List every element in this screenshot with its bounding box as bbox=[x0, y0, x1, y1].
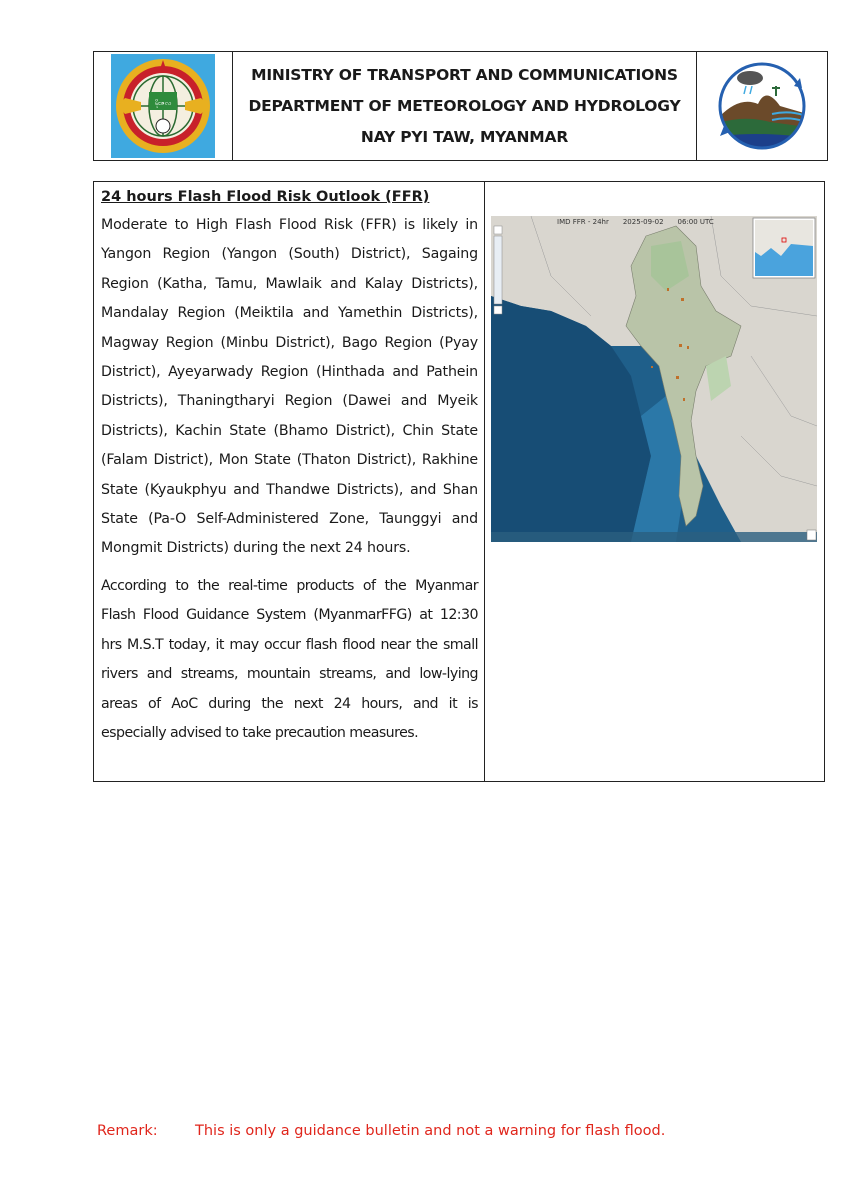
map-date: 2025-09-02 bbox=[622, 218, 664, 226]
remark-label: Remark: bbox=[97, 1123, 158, 1139]
remark-text: This is only a guidance bulletin and not a warning for flash flood. bbox=[195, 1123, 666, 1139]
outlook-title: 24 hours Flash Flood Risk Outlook (FFR) bbox=[101, 189, 430, 205]
hydrology-cycle-logo bbox=[710, 56, 814, 156]
dmh-logo-cell bbox=[94, 52, 233, 160]
ministry-name: MINISTRY OF TRANSPORT AND COMMUNICATIONS bbox=[251, 65, 678, 84]
outlook-paragraph-ffg: According to the real-time products of the Myanmar Flash Flood Guidance System (MyanmarFFG) at 12:30 hrs M.S.T today, it may occur flash flood near the small rivers and streams, mountain streams, and low-lying areas of AoC during the next 24 hours, and it is especially advised to take precaution measures. bbox=[101, 577, 478, 741]
map-column bbox=[485, 182, 824, 781]
remark-line bbox=[97, 1123, 665, 1139]
ffr-map-image bbox=[491, 216, 817, 542]
ffr-map bbox=[491, 216, 817, 542]
outlook-table bbox=[93, 181, 825, 782]
outlook-paragraph-risk-areas: Moderate to High Flash Flood Risk (FFR) is likely in Yangon Region (Yangon (South) District), Sagaing Region (Katha, Tamu, Mawlaik and Kalay Districts), Mandalay Region (Meiktila and Yamethin Districts), Magway Region (Minbu District), Bago Region (Pyay District), Ayeyarwady Region (Hinthada and Pathein Districts), Thaningtharyi Region (Dawei and Myeik Districts), Kachin State (Bhamo District), Chin State (Falam District), Mon State (Thaton District), Rakhine State (Kyaukphyu and Thandwe Districts), and Shan State (Pa-O Self-Administered Zone, Taunggyi and Mongmit Districts) during the next 24 hours. bbox=[101, 217, 478, 557]
map-time: 06:00 UTC bbox=[677, 218, 714, 226]
department-name: DEPARTMENT OF METEOROLOGY AND HYDROLOGY bbox=[248, 96, 681, 115]
location: NAY PYI TAW, MYANMAR bbox=[360, 127, 569, 146]
outlook-text-column bbox=[94, 182, 485, 781]
header-table bbox=[93, 51, 828, 161]
map-product-name: IMD FFR - 24hr bbox=[557, 218, 609, 226]
dmh-emblem-logo bbox=[111, 54, 215, 158]
map-product-label bbox=[557, 218, 728, 226]
hydrology-logo-cell bbox=[697, 52, 827, 160]
header-title-cell bbox=[233, 52, 697, 160]
svg-text:မိုးဇလ: မိုးဇလ bbox=[154, 99, 172, 107]
